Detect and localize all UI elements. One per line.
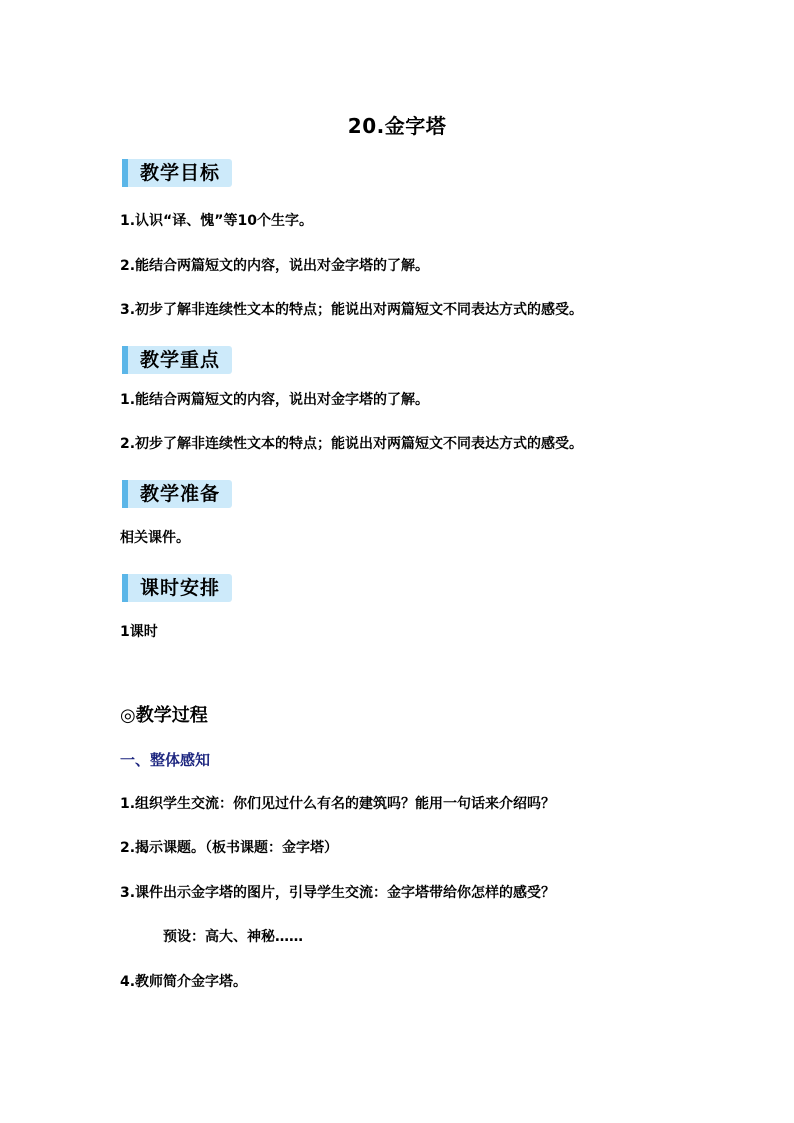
section-heading-preparation [122,480,232,508]
section-heading-label: 教学准备 [140,483,221,505]
objective-item-3: 3.初步了解非连续性文本的特点；能说出对两篇短文不同表达方式的感受。 [120,302,584,318]
section-heading-key-points [122,346,232,374]
process-item-3: 3.课件出示金字塔的图片，引导学生交流：金字塔带给你怎样的感受？ [120,885,556,901]
section-heading-schedule [122,574,232,602]
process-title: ◎教学过程 [120,705,208,726]
process-preset-note: 预设：高大、神秘…… [163,929,303,945]
section-heading-objectives [122,159,232,187]
objective-item-2: 2.能结合两篇短文的内容，说出对金字塔的了解。 [120,258,430,274]
process-item-2: 2.揭示课题。（板书课题：金字塔） [120,840,339,856]
section-heading-label: 教学目标 [140,162,221,184]
process-item-1: 1.组织学生交流：你们见过什么有名的建筑吗？能用一句话来介绍吗？ [120,796,556,812]
page-title: 20.金字塔 [347,114,447,138]
schedule-item-1: 1课时 [120,624,158,640]
key-point-item-1: 1.能结合两篇短文的内容，说出对金字塔的了解。 [120,392,430,408]
objective-item-1: 1.认识“译、愧”等10个生字。 [120,213,313,229]
process-item-4: 4.教师简介金字塔。 [120,974,248,990]
preparation-item-1: 相关课件。 [120,530,190,546]
section-heading-label: 教学重点 [140,349,221,371]
key-point-item-2: 2.初步了解非连续性文本的特点；能说出对两篇短文不同表达方式的感受。 [120,436,584,452]
subsection-heading-overall-perception: 一、整体感知 [120,751,211,769]
section-heading-label: 课时安排 [140,577,221,599]
